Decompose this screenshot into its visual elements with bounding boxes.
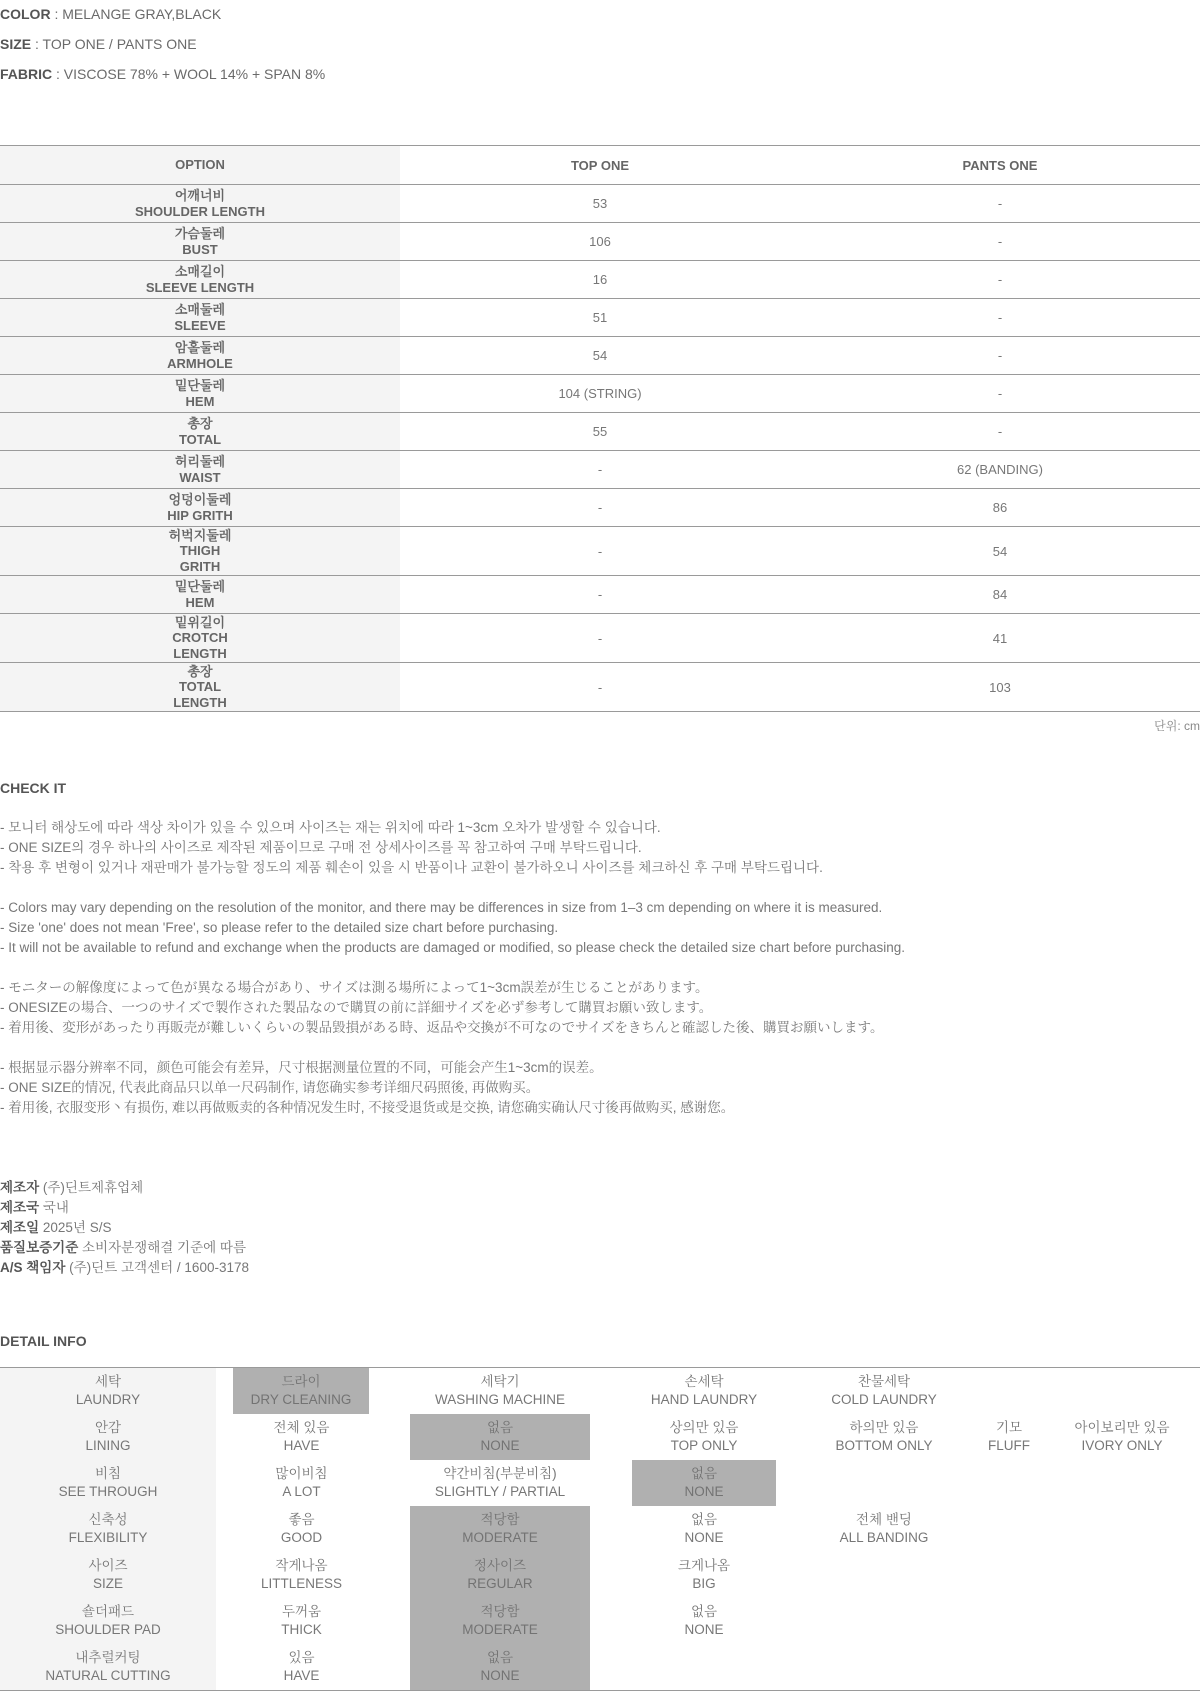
size-value-pants: 41	[800, 614, 1200, 663]
detail-row-label	[0, 1598, 216, 1644]
size-row	[0, 663, 1200, 712]
size-row-label	[0, 413, 400, 451]
size-row-label-en: THIGH	[179, 543, 221, 559]
size-row	[0, 299, 1200, 337]
detail-option	[632, 1506, 776, 1552]
detail-option-kr: 있음	[288, 1650, 315, 1665]
detail-option-kr: 좋음	[288, 1512, 315, 1527]
size-row-label-en: SLEEVE LENGTH	[145, 279, 255, 295]
detail-label-en: LINING	[85, 1438, 131, 1453]
size-row-label-kr: 어깨너비	[174, 188, 226, 203]
check-it-title: CHECK IT	[0, 780, 67, 796]
detail-option-kr: 적당함	[480, 1512, 520, 1527]
size-row	[0, 261, 1200, 299]
detail-row-label	[0, 1368, 216, 1414]
size-row-label-kr: 소매길이	[174, 264, 226, 279]
spec-value: : MELANGE GRAY,BLACK	[50, 6, 222, 22]
detail-option-kr: 전체 있음	[273, 1420, 330, 1435]
detail-option-kr: 크게나옴	[677, 1558, 731, 1573]
size-row-label-en: LENGTH	[173, 645, 227, 661]
size-value-top: 54	[400, 337, 800, 375]
detail-option-en: DRY CLEANING	[250, 1392, 352, 1407]
size-value-pants: 84	[800, 576, 1200, 614]
detail-option	[632, 1414, 776, 1460]
detail-option	[632, 1368, 776, 1414]
detail-row	[0, 1368, 1200, 1414]
detail-option	[216, 1506, 387, 1552]
size-row-label	[0, 337, 400, 375]
detail-option-kr: 전체 밴딩	[856, 1512, 912, 1527]
size-value-pants: -	[800, 185, 1200, 223]
detail-option-kr: 손세탁	[684, 1374, 724, 1389]
detail-option-en: GOOD	[280, 1530, 323, 1545]
size-value-top: 51	[400, 299, 800, 337]
detail-row	[0, 1552, 1200, 1598]
detail-option-kr: 없음	[690, 1466, 718, 1481]
size-value-top: 16	[400, 261, 800, 299]
detail-label-kr: 비침	[94, 1466, 122, 1481]
spec-label: COLOR	[0, 6, 51, 22]
size-row-label	[0, 663, 400, 712]
detail-option-kr: 작게나옴	[275, 1558, 328, 1573]
detail-option	[966, 1414, 1052, 1460]
size-row	[0, 489, 1200, 527]
size-row	[0, 413, 1200, 451]
note-line: - Colors may vary depending on the resolution of the monitor, and there may be differences in size from 1–3 cm depending on where it is measured.	[0, 900, 883, 915]
size-row	[0, 375, 1200, 413]
size-row-label	[0, 489, 400, 527]
maker-label: 제조국	[0, 1200, 40, 1215]
detail-option-en: BOTTOM ONLY	[835, 1438, 933, 1453]
detail-option-en: WASHING MACHINE	[434, 1392, 565, 1407]
detail-option-en: IVORY ONLY	[1081, 1438, 1163, 1453]
note-line: - 모니터 해상도에 따라 색상 차이가 있을 수 있으며 사이즈는 재는 위치에 따라 1~3cm 오차가 발생할 수 있습니다.	[0, 820, 661, 835]
detail-option-en: THICK	[281, 1622, 322, 1637]
size-value-top: -	[400, 527, 800, 576]
note-line: - モニターの解像度によって色が異なる場合があり、サイズは測る場所によって1~3cm誤差が生じることがあります。	[0, 980, 709, 995]
note-line: - ONE SIZE的情况, 代表此商品只以单一尺码制作, 请您确实参考详细尺码照後, 再做购买。	[0, 1080, 540, 1095]
detail-row-label	[0, 1460, 216, 1506]
size-value-top: 104 (STRING)	[400, 375, 800, 413]
size-row	[0, 185, 1200, 223]
detail-label-en: LAUNDRY	[75, 1392, 141, 1407]
size-row-label-kr: 밑단둘레	[174, 378, 226, 393]
detail-option-kr: 아이보리만 있음	[1074, 1420, 1170, 1435]
size-row-label-kr: 총장	[187, 416, 213, 431]
maker-label: 제조일	[0, 1220, 40, 1235]
note-line: - It will not be available to refund and exchange when the products are damaged or modified, so please check the detailed size chart before purchasing.	[0, 940, 906, 955]
size-row-label	[0, 451, 400, 489]
size-value-pants: -	[800, 261, 1200, 299]
note-group	[0, 1058, 905, 1118]
note-line: - ONE SIZE의 경우 하나의 사이즈로 제작된 제품이므로 구매 전 상세사이즈를 꼭 참고하여 구매 부탁드립니다.	[0, 840, 642, 855]
spec-label: SIZE	[0, 36, 32, 52]
detail-label-kr: 숄더패드	[81, 1604, 135, 1619]
detail-option-en: TOP ONLY	[670, 1438, 738, 1453]
maker-label: 품질보증기준	[0, 1240, 79, 1255]
detail-row	[0, 1506, 1200, 1552]
spec-size	[0, 36, 197, 52]
detail-option-selected	[410, 1414, 590, 1460]
maker-value: 국내	[39, 1200, 69, 1215]
maker-label: 제조자	[0, 1180, 40, 1195]
detail-option-en: REGULAR	[467, 1576, 533, 1591]
detail-option-kr: 세탁기	[480, 1374, 520, 1389]
size-row-label-kr: 엉덩이둘레	[168, 492, 232, 507]
size-row-label-en: ARMHOLE	[167, 355, 233, 371]
note-group	[0, 898, 905, 958]
size-value-top: -	[400, 663, 800, 712]
spec-value: : TOP ONE / PANTS ONE	[31, 36, 197, 52]
detail-option-selected	[410, 1552, 590, 1598]
detail-option-kr: 찬물세탁	[857, 1374, 911, 1389]
detail-option-en: NONE	[684, 1484, 724, 1499]
detail-option	[810, 1414, 958, 1460]
size-table-header-row	[0, 146, 1200, 185]
size-row-label	[0, 261, 400, 299]
header-top-one: TOP ONE	[400, 146, 800, 185]
detail-option-kr: 적당함	[480, 1604, 520, 1619]
size-value-top: -	[400, 489, 800, 527]
size-value-top: 106	[400, 223, 800, 261]
size-row-label-kr: 소매둘레	[174, 302, 226, 317]
note-line: - 착용 후 변형이 있거나 재판매가 불가능할 정도의 제품 훼손이 있을 시 반품이나 교환이 불가하오니 사이즈를 체크하신 후 구매 부탁드립니다.	[0, 860, 823, 875]
detail-option	[216, 1552, 387, 1598]
check-it-notes	[0, 818, 905, 1138]
size-row-label	[0, 223, 400, 261]
detail-option-kr: 없음	[690, 1512, 718, 1527]
detail-label-en: SIZE	[92, 1576, 123, 1591]
size-row-label-en: CROTCH	[172, 630, 228, 646]
size-row-label-en: HIP GRITH	[167, 507, 233, 523]
detail-option-selected	[410, 1598, 590, 1644]
size-row-label	[0, 299, 400, 337]
detail-label-kr: 신축성	[88, 1512, 128, 1527]
size-value-top: -	[400, 451, 800, 489]
note-line: - Size 'one' does not mean 'Free', so please refer to the detailed size chart before purchasing.	[0, 920, 559, 935]
maker-info	[0, 1178, 249, 1278]
size-row	[0, 614, 1200, 663]
detail-option-en: NONE	[480, 1668, 520, 1683]
maker-value: (주)딘트제휴업체	[39, 1180, 144, 1195]
detail-label-kr: 안감	[94, 1420, 122, 1435]
detail-option-kr: 상의만 있음	[669, 1420, 739, 1435]
detail-option-en: COLD LAUNDRY	[831, 1392, 937, 1407]
size-value-pants: -	[800, 375, 1200, 413]
detail-option-kr: 기모	[995, 1420, 1023, 1435]
detail-row-label	[0, 1414, 216, 1460]
size-row-label-en: GRITH	[179, 558, 221, 574]
size-row-label-en: TOTAL	[178, 679, 222, 695]
spec-label: FABRIC	[0, 66, 53, 82]
detail-option	[216, 1414, 387, 1460]
detail-option-kr: 없음	[486, 1650, 514, 1665]
size-value-top: 55	[400, 413, 800, 451]
header-option: OPTION	[0, 146, 400, 185]
size-row	[0, 451, 1200, 489]
size-value-pants: -	[800, 299, 1200, 337]
detail-row	[0, 1414, 1200, 1460]
size-row-label-en: LENGTH	[173, 694, 227, 710]
size-value-pants: -	[800, 337, 1200, 375]
size-row-label-en: SLEEVE	[174, 317, 226, 333]
size-value-top: 53	[400, 185, 800, 223]
size-value-top: -	[400, 614, 800, 663]
detail-option-en: A LOT	[282, 1484, 321, 1499]
detail-option	[410, 1460, 590, 1506]
detail-row-label	[0, 1552, 216, 1598]
detail-option-selected	[632, 1460, 776, 1506]
note-line: - 着用後、変形があったり再販売が難しいくらいの製品毀損がある時、返品や交換が不可なのでサイズをきちんと確認した後、購買お願いします。	[0, 1020, 884, 1035]
size-table-body	[0, 185, 1200, 712]
detail-option-en: NONE	[684, 1530, 724, 1545]
maker-line	[0, 1198, 249, 1218]
size-value-pants: 62 (BANDING)	[800, 451, 1200, 489]
detail-option-en: HAVE	[283, 1438, 320, 1453]
size-row-label	[0, 185, 400, 223]
note-line: - ONESIZEの場合、一つのサイズで製作された製品なので購買の前に詳細サイズを必ず参考して購買お願い致します。	[0, 1000, 713, 1015]
size-value-pants: 54	[800, 527, 1200, 576]
detail-option	[216, 1644, 387, 1690]
detail-option-en: ALL BANDING	[839, 1530, 929, 1545]
size-row-label-en: HEM	[185, 594, 215, 610]
detail-option-selected	[233, 1368, 369, 1414]
detail-label-en: NATURAL CUTTING	[45, 1668, 171, 1683]
header-pants-one: PANTS ONE	[800, 146, 1200, 185]
detail-option-kr: 많이비침	[275, 1466, 328, 1481]
detail-row-label	[0, 1644, 216, 1690]
detail-option-kr: 드라이	[281, 1374, 321, 1389]
size-value-pants: 86	[800, 489, 1200, 527]
detail-option-kr: 정사이즈	[473, 1558, 527, 1573]
detail-info-table	[0, 1367, 1200, 1691]
detail-option-en: BIG	[692, 1576, 716, 1591]
detail-row-label	[0, 1506, 216, 1552]
detail-option-en: MODERATE	[462, 1622, 538, 1637]
detail-option-kr: 약간비침(부분비침)	[443, 1466, 557, 1481]
detail-option-en: HAND LAUNDRY	[650, 1392, 758, 1407]
detail-option	[632, 1552, 776, 1598]
detail-option	[410, 1368, 590, 1414]
note-line: - 根据显示器分辨率不同，颜色可能会有差异，尺寸根据测量位置的不同，可能会产生1~3cm的误差。	[0, 1060, 603, 1075]
detail-option-kr: 없음	[690, 1604, 718, 1619]
size-row-label-en: WAIST	[179, 469, 221, 485]
unit-label: 단위: cm	[1154, 719, 1200, 733]
detail-label-kr: 사이즈	[88, 1558, 128, 1573]
detail-label-kr: 내추럴커팅	[75, 1650, 141, 1665]
size-table	[0, 145, 1200, 712]
detail-label-kr: 세탁	[94, 1374, 122, 1389]
size-row-label	[0, 375, 400, 413]
detail-label-en: SHOULDER PAD	[55, 1622, 161, 1637]
size-row	[0, 223, 1200, 261]
detail-option-en: NONE	[684, 1622, 724, 1637]
maker-line	[0, 1178, 249, 1198]
size-row	[0, 337, 1200, 375]
detail-option-en: LITTLENESS	[260, 1576, 343, 1591]
maker-value: 2025년 S/S	[39, 1220, 112, 1235]
detail-option	[216, 1598, 387, 1644]
size-row-label-en: HEM	[185, 393, 215, 409]
detail-option-en: SLIGHTLY / PARTIAL	[434, 1484, 566, 1499]
size-row-label-kr: 암홀둘레	[174, 340, 226, 355]
detail-option-en: HAVE	[283, 1668, 320, 1683]
maker-value: (주)딘트 고객센터 / 1600-3178	[65, 1260, 249, 1275]
detail-option-selected	[410, 1644, 590, 1690]
detail-row	[0, 1598, 1200, 1644]
maker-line	[0, 1238, 249, 1258]
spec-value: : VISCOSE 78% + WOOL 14% + SPAN 8%	[52, 66, 326, 82]
size-row-label-kr: 허리둘레	[174, 454, 226, 469]
spec-fabric	[0, 66, 325, 82]
detail-option	[810, 1506, 958, 1552]
note-line: - 着用後, 衣服变形丶有损伤, 难以再做贩卖的各种情况发生时, 不接受退货或是交换, 请您确实确认尺寸後再做购买, 感谢您。	[0, 1100, 735, 1115]
detail-row	[0, 1460, 1200, 1506]
maker-label: A/S 책임자	[0, 1260, 66, 1275]
maker-value: 소비자분쟁해결 기준에 따름	[78, 1240, 246, 1255]
size-row-label-kr: 밑단둘레	[174, 579, 226, 594]
size-row-label-kr: 허벅지둘레	[168, 527, 232, 543]
size-value-pants: -	[800, 413, 1200, 451]
size-value-pants: -	[800, 223, 1200, 261]
detail-option	[810, 1368, 958, 1414]
maker-line	[0, 1218, 249, 1238]
size-row-label-en: SHOULDER LENGTH	[135, 203, 265, 219]
spec-color	[0, 6, 221, 22]
size-row-label-kr: 총장	[187, 663, 213, 679]
size-row-label-en: BUST	[182, 241, 218, 257]
maker-line	[0, 1258, 249, 1278]
detail-option-kr: 없음	[486, 1420, 514, 1435]
size-value-top: -	[400, 576, 800, 614]
detail-option	[216, 1460, 387, 1506]
detail-option-kr: 두꺼움	[281, 1604, 322, 1619]
size-row-label	[0, 576, 400, 614]
size-row-label-kr: 가슴둘레	[174, 226, 226, 241]
size-row-label	[0, 527, 400, 576]
detail-row	[0, 1644, 1200, 1690]
size-value-pants: 103	[800, 663, 1200, 712]
detail-option-en: FLUFF	[988, 1438, 1030, 1453]
detail-option-selected	[410, 1506, 590, 1552]
detail-option-kr: 하의만 있음	[849, 1420, 919, 1435]
note-group	[0, 978, 905, 1038]
size-row-label-en: TOTAL	[178, 431, 222, 447]
size-row	[0, 576, 1200, 614]
size-row	[0, 527, 1200, 576]
detail-label-en: SEE THROUGH	[58, 1484, 158, 1499]
size-row-label	[0, 614, 400, 663]
note-group	[0, 818, 905, 878]
detail-option	[632, 1598, 776, 1644]
detail-option-en: MODERATE	[462, 1530, 538, 1545]
detail-option	[1062, 1414, 1182, 1460]
detail-option-en: NONE	[480, 1438, 520, 1453]
size-row-label-kr: 밑위길이	[174, 614, 226, 630]
detail-label-en: FLEXIBILITY	[68, 1530, 148, 1545]
detail-info-title: DETAIL INFO	[0, 1333, 87, 1349]
